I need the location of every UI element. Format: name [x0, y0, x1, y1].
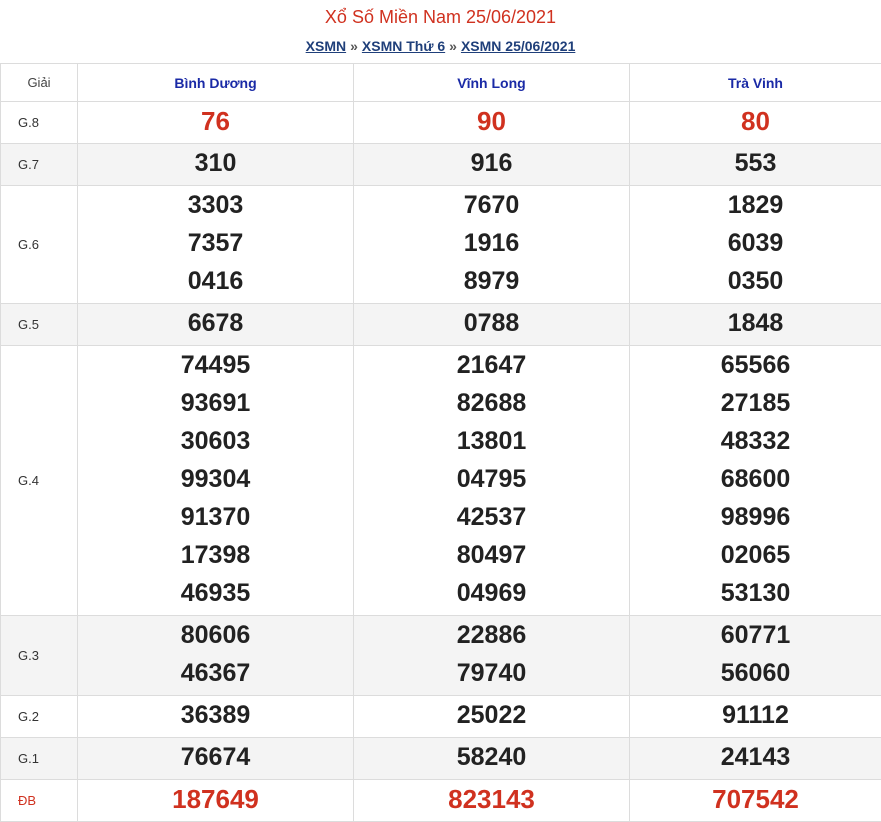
prize-number: 04795 [354, 463, 629, 501]
prize-cell-p2 [354, 616, 630, 696]
prize-number: 3303 [78, 189, 353, 227]
breadcrumb-xsmn-thu6-link[interactable]: XSMN Thứ 6 [362, 38, 445, 54]
prize-cell-p2 [354, 780, 630, 822]
prize-cell-p1 [78, 738, 354, 780]
prize-number: 187649 [78, 783, 353, 821]
column-header-giai: Giải [1, 64, 78, 102]
prize-number: 1848 [630, 307, 881, 345]
prize-cell-p2 [354, 304, 630, 346]
prize-number: 76 [78, 105, 353, 143]
prize-cell-p1 [78, 102, 354, 144]
prize-number: 22886 [354, 619, 629, 657]
prize-number: 7357 [78, 227, 353, 265]
prize-number: 310 [78, 147, 353, 185]
prize-number: 79740 [354, 657, 629, 695]
prize-number: 53130 [630, 577, 881, 615]
table-row [1, 102, 881, 144]
prize-number: 1916 [354, 227, 629, 265]
prize-number: 46935 [78, 577, 353, 615]
prize-label: G.3 [1, 616, 78, 696]
prize-label: G.1 [1, 738, 78, 780]
table-row [1, 696, 881, 738]
prize-number: 707542 [630, 783, 881, 821]
prize-number: 25022 [354, 699, 629, 737]
prize-number: 42537 [354, 501, 629, 539]
table-row [1, 346, 881, 616]
prize-label: G.8 [1, 102, 78, 144]
prize-cell-p1 [78, 144, 354, 186]
prize-number: 1829 [630, 189, 881, 227]
column-header-vinh-long[interactable]: Vĩnh Long [354, 64, 630, 102]
prize-cell-p1 [78, 346, 354, 616]
breadcrumb-xsmn-link[interactable]: XSMN [306, 38, 346, 54]
prize-label: ĐB [1, 780, 78, 822]
prize-number: 74495 [78, 349, 353, 387]
prize-number: 60771 [630, 619, 881, 657]
table-row [1, 144, 881, 186]
prize-label: G.7 [1, 144, 78, 186]
table-row [1, 304, 881, 346]
prize-cell-p3 [630, 186, 881, 304]
prize-number: 80497 [354, 539, 629, 577]
prize-cell-p2 [354, 738, 630, 780]
table-row [1, 780, 881, 822]
prize-number: 21647 [354, 349, 629, 387]
breadcrumb-separator: » [449, 38, 457, 54]
prize-number: 02065 [630, 539, 881, 577]
column-header-binh-duong[interactable]: Bình Dương [78, 64, 354, 102]
prize-cell-p3 [630, 696, 881, 738]
prize-cell-p3 [630, 102, 881, 144]
page-header [0, 0, 881, 63]
prize-label: G.6 [1, 186, 78, 304]
prize-number: 24143 [630, 741, 881, 779]
prize-number: 823143 [354, 783, 629, 821]
prize-cell-p1 [78, 304, 354, 346]
prize-number: 6039 [630, 227, 881, 265]
prize-number: 82688 [354, 387, 629, 425]
prize-label: G.5 [1, 304, 78, 346]
prize-cell-p3 [630, 144, 881, 186]
prize-cell-p2 [354, 696, 630, 738]
prize-label: G.4 [1, 346, 78, 616]
page-title: Xổ Số Miền Nam 25/06/2021 [0, 7, 881, 28]
column-header-tra-vinh[interactable]: Trà Vinh [630, 64, 881, 102]
prize-number: 90 [354, 105, 629, 143]
prize-cell-p2 [354, 186, 630, 304]
prize-label: G.2 [1, 696, 78, 738]
prize-number: 553 [630, 147, 881, 185]
prize-number: 36389 [78, 699, 353, 737]
table-row [1, 186, 881, 304]
prize-number: 13801 [354, 425, 629, 463]
prize-number: 916 [354, 147, 629, 185]
prize-cell-p1 [78, 696, 354, 738]
prize-number: 76674 [78, 741, 353, 779]
breadcrumb [0, 38, 881, 54]
prize-number: 8979 [354, 265, 629, 303]
prize-number: 98996 [630, 501, 881, 539]
prize-cell-p2 [354, 346, 630, 616]
prize-cell-p3 [630, 304, 881, 346]
prize-number: 17398 [78, 539, 353, 577]
prize-number: 30603 [78, 425, 353, 463]
prize-cell-p2 [354, 102, 630, 144]
prize-number: 80606 [78, 619, 353, 657]
prize-cell-p2 [354, 144, 630, 186]
prize-number: 93691 [78, 387, 353, 425]
table-header-row [1, 64, 881, 102]
prize-number: 56060 [630, 657, 881, 695]
prize-number: 7670 [354, 189, 629, 227]
prize-number: 6678 [78, 307, 353, 345]
table-row [1, 616, 881, 696]
prize-number: 91112 [630, 699, 881, 737]
prize-number: 46367 [78, 657, 353, 695]
prize-number: 0788 [354, 307, 629, 345]
prize-number: 58240 [354, 741, 629, 779]
prize-number: 68600 [630, 463, 881, 501]
prize-number: 0416 [78, 265, 353, 303]
breadcrumb-separator: » [350, 38, 358, 54]
prize-cell-p3 [630, 738, 881, 780]
prize-cell-p1 [78, 616, 354, 696]
prize-cell-p3 [630, 616, 881, 696]
prize-cell-p1 [78, 186, 354, 304]
prize-number: 99304 [78, 463, 353, 501]
prize-number: 65566 [630, 349, 881, 387]
prize-cell-p3 [630, 780, 881, 822]
prize-number: 91370 [78, 501, 353, 539]
prize-cell-p1 [78, 780, 354, 822]
table-row [1, 738, 881, 780]
prize-number: 48332 [630, 425, 881, 463]
prize-number: 80 [630, 105, 881, 143]
prize-number: 27185 [630, 387, 881, 425]
breadcrumb-xsmn-date-link[interactable]: XSMN 25/06/2021 [461, 38, 575, 54]
prize-number: 04969 [354, 577, 629, 615]
prize-number: 0350 [630, 265, 881, 303]
results-table [0, 63, 881, 822]
prize-cell-p3 [630, 346, 881, 616]
